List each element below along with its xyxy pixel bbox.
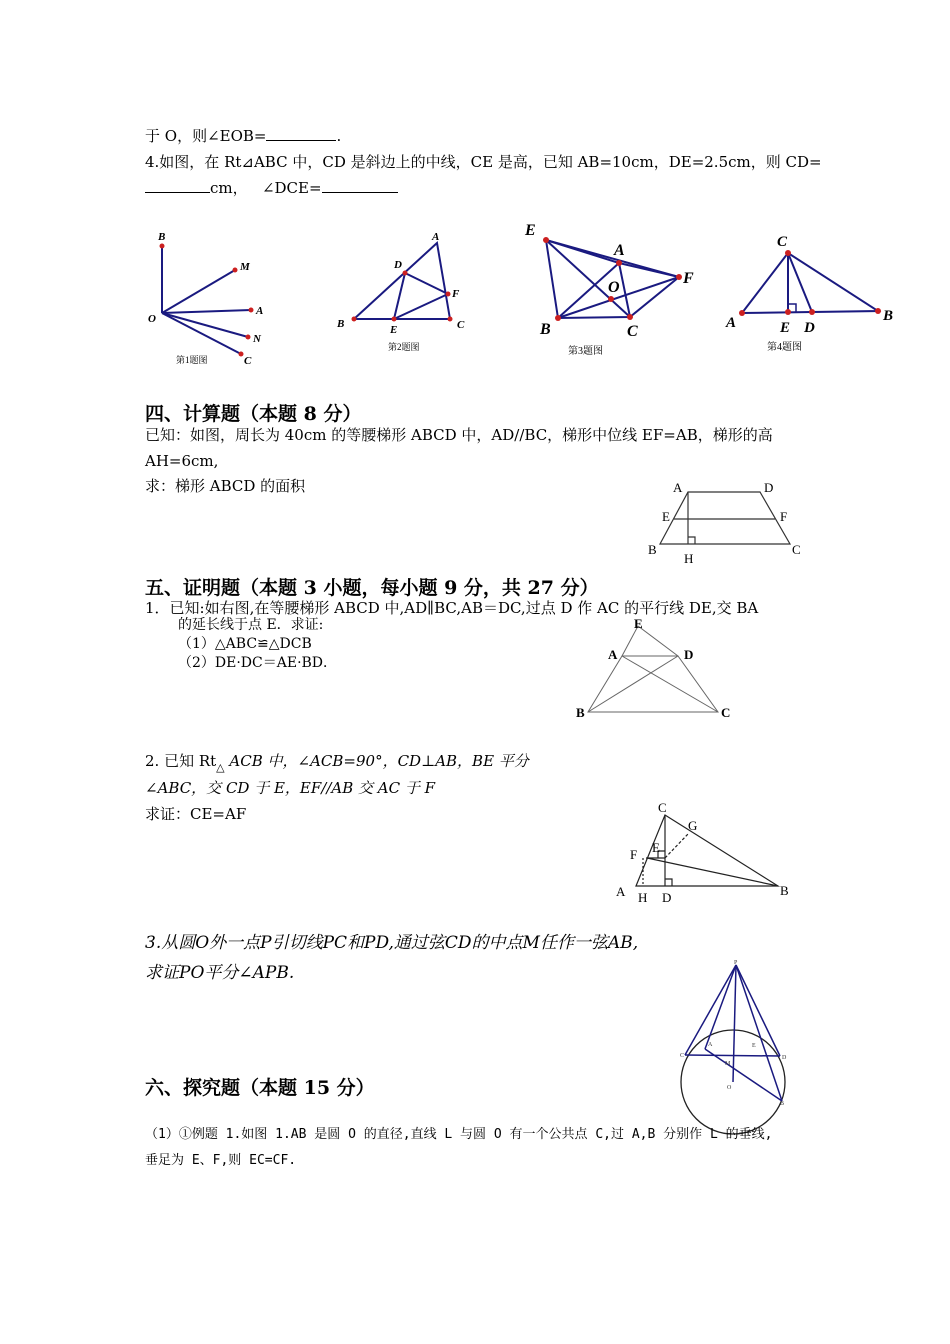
q4-angle-text: ∠DCE= — [261, 179, 322, 197]
fig4-point — [785, 309, 791, 315]
tangent-pd — [736, 965, 780, 1056]
q3-tail-line: 于 O，则∠EOB= . — [145, 127, 342, 145]
fig2-triangle — [354, 243, 450, 319]
line-de — [638, 626, 678, 656]
p1-label: D — [684, 647, 694, 662]
fig1-caption: 第1题图 — [176, 355, 208, 365]
fig3-point — [616, 260, 622, 266]
fig4-caption: 第4题图 — [767, 342, 802, 353]
fig4-label: C — [777, 234, 788, 250]
section4-line1: 已知：如图，周长为 40cm 的等腰梯形 ABCD 中，AD//BC，梯形中位线 EF=AB，梯形的高 — [145, 426, 773, 444]
fig1-point — [160, 244, 165, 249]
circle-fig-mark: O — [727, 1085, 732, 1091]
right-triangle-figure — [610, 798, 800, 908]
line-po — [733, 965, 736, 1082]
line-bf — [647, 858, 778, 886]
fig2-label: C — [457, 319, 465, 331]
trap-label: E — [662, 509, 670, 524]
s5-p1-item1: （1）△ABC≌△DCB — [178, 636, 312, 652]
answer-blank-dce[interactable] — [322, 178, 398, 193]
section4-line3: 求：梯形 ABCD 的面积 — [145, 477, 306, 495]
fig3-label: B — [540, 321, 551, 338]
fig4-label: B — [883, 308, 894, 324]
fig4-point — [785, 250, 791, 256]
fig2-ef — [394, 294, 448, 319]
fig3-label: F — [683, 270, 694, 287]
fig1-ray-oc — [162, 313, 241, 354]
fig1-label: N — [253, 333, 261, 345]
fig4-point — [739, 310, 745, 316]
line-pa — [705, 965, 736, 1049]
s5-p2-line1b: ACB 中，∠ACB=90°，CD⊥AB，BE 平分 — [229, 752, 529, 770]
figure-1 — [140, 230, 280, 370]
fig1-label: O — [148, 313, 156, 325]
fig2-point — [392, 317, 397, 322]
triangle-symbol: △ — [216, 761, 225, 774]
p2-label: G — [688, 818, 698, 833]
fig1-point — [233, 268, 238, 273]
q3-tail-text: 于 O，则∠EOB= — [145, 127, 267, 145]
fig3-point — [543, 237, 549, 243]
fig4-point — [875, 308, 881, 314]
trap-label: F — [780, 509, 788, 524]
fig4-point — [809, 309, 815, 315]
s5-p1-item2: （2）DE·DC＝AE·BD． — [178, 655, 338, 671]
fig1-point — [239, 352, 244, 357]
p2-label: D — [662, 890, 672, 905]
fig4-triangle — [742, 253, 878, 313]
isosceles-trapezoid-figure — [570, 612, 750, 724]
fig4-label: D — [804, 320, 815, 336]
fig2-point — [352, 317, 357, 322]
p2-label: B — [780, 883, 789, 898]
fig1-label: C — [244, 355, 252, 367]
figure-2 — [330, 228, 480, 358]
fig1-point — [246, 335, 251, 340]
trapezoid-abcd-2 — [588, 656, 718, 712]
circle-fig-mark: D — [782, 1055, 787, 1061]
diagonal-ac — [622, 656, 718, 712]
s5-p1-line1: 1．已知:如右图,在等腰梯形 ABCD 中,AD∥BC,AB＝DC,过点 D 作 AC 的平行线 DE,交 BA — [145, 599, 759, 617]
trap-label: D — [764, 480, 774, 495]
dash-eg — [665, 834, 688, 858]
fig3-label: A — [614, 242, 625, 259]
p1-label: A — [608, 647, 618, 662]
p2-label: F — [630, 847, 638, 862]
fig1-point — [249, 308, 254, 313]
right-angle-h — [688, 537, 695, 544]
fig4-label: E — [780, 320, 791, 336]
fig1-ray-om — [162, 270, 235, 313]
fig3-label: C — [627, 323, 638, 340]
fig2-df — [405, 273, 448, 294]
fig1-label: B — [158, 231, 166, 243]
answer-blank-cd[interactable] — [145, 178, 210, 193]
circle-fig-mark: C — [680, 1053, 685, 1059]
s5-p3-line2: 求证PO平分∠APB. — [145, 963, 295, 983]
figure-4 — [720, 228, 910, 358]
trap-label: A — [673, 480, 683, 495]
figure-3 — [520, 215, 710, 365]
fig3-point — [555, 315, 561, 321]
p1-label: B — [576, 705, 585, 720]
p2-label: A — [616, 884, 626, 899]
fig2-label: E — [390, 324, 398, 336]
fig3-point — [676, 274, 682, 280]
p2-label: H — [638, 890, 648, 905]
trap-label: C — [792, 542, 801, 557]
line-pb — [736, 965, 782, 1101]
fig4-label: A — [726, 315, 737, 331]
p1-label: C — [721, 705, 731, 720]
diagonal-bd — [588, 656, 678, 712]
circle-fig-mark: M — [725, 1061, 731, 1067]
fig2-point — [403, 271, 408, 276]
trap-label: B — [648, 542, 657, 557]
fig3-point — [608, 296, 614, 302]
fig2-caption: 第2题图 — [388, 342, 420, 352]
fig2-label: B — [337, 318, 345, 330]
section6-title: 六、探究题（本题 15 分） — [145, 1077, 375, 1099]
s5-p2-line3: 求证：CE=AF — [145, 805, 247, 823]
s5-p2-line2: ∠ABC，交 CD 于 E，EF//AB 交 AC 于 F — [145, 779, 436, 797]
chord-ab — [705, 1049, 782, 1101]
fig2-point — [448, 317, 453, 322]
p2-label: E — [652, 840, 660, 855]
fig1-ray-oa — [162, 310, 251, 313]
answer-blank-eob[interactable] — [266, 126, 336, 141]
fig3-label: E — [525, 222, 536, 239]
q4-unit: cm， — [210, 179, 248, 197]
q4-line1: 4.如图，在 Rt⊿ABC 中，CD 是斜边上的中线，CE 是高，已知 AB=10cm，DE=2.5cm，则 CD= — [145, 153, 822, 171]
circle-fig-mark: E — [752, 1043, 756, 1049]
right-angle-d — [665, 879, 672, 886]
fig2-label: F — [452, 288, 460, 300]
p2-label: C — [658, 800, 667, 815]
circle-fig-mark: B — [780, 1101, 785, 1107]
trapezoid-abcd — [660, 492, 790, 544]
p1-label: E — [634, 616, 643, 631]
circle-fig-mark: P — [734, 960, 738, 966]
circle-tangent-figure — [670, 955, 810, 1130]
fig3-point — [627, 314, 633, 320]
section4-title: 四、计算题（本题 8 分） — [145, 403, 362, 425]
q4-line2 — [145, 178, 398, 198]
fig3-caption: 第3题图 — [568, 346, 603, 357]
trapezoid-figure — [640, 476, 820, 571]
section5-title: 五、证明题（本题 3 小题，每小题 9 分，共 27 分） — [145, 577, 599, 599]
fig2-label: A — [432, 231, 440, 243]
section6-line2: 垂足为 E、F,则 EC=CF. — [145, 1153, 297, 1168]
fig3-label: O — [608, 279, 620, 296]
circle-fig-mark: A — [708, 1042, 713, 1048]
fig1-ray-on — [162, 313, 248, 337]
trap-label: H — [684, 551, 694, 566]
s5-p3-line1: 3.从圆O外一点P引切线PC和PD,通过弦CD的中点M任作一弦AB, — [145, 933, 639, 953]
s5-p2-line1 — [145, 751, 529, 773]
fig1-label: A — [256, 305, 264, 317]
fig2-label: D — [394, 259, 402, 271]
section4-line2: AH=6cm, — [145, 452, 219, 470]
s5-p2-line1a: 2. 已知 Rt — [145, 752, 217, 770]
fig2-point — [446, 292, 451, 297]
fig1-label: M — [240, 261, 250, 273]
s5-p1-line2: 的延长线于点 E．求证: — [178, 617, 324, 633]
section6-line1: （1）①例题 1.如图 1.AB 是圆 O 的直径,直线 L 与圆 O 有一个公共点 C,过 A,B 分别作 L 的垂线, — [145, 1127, 773, 1142]
